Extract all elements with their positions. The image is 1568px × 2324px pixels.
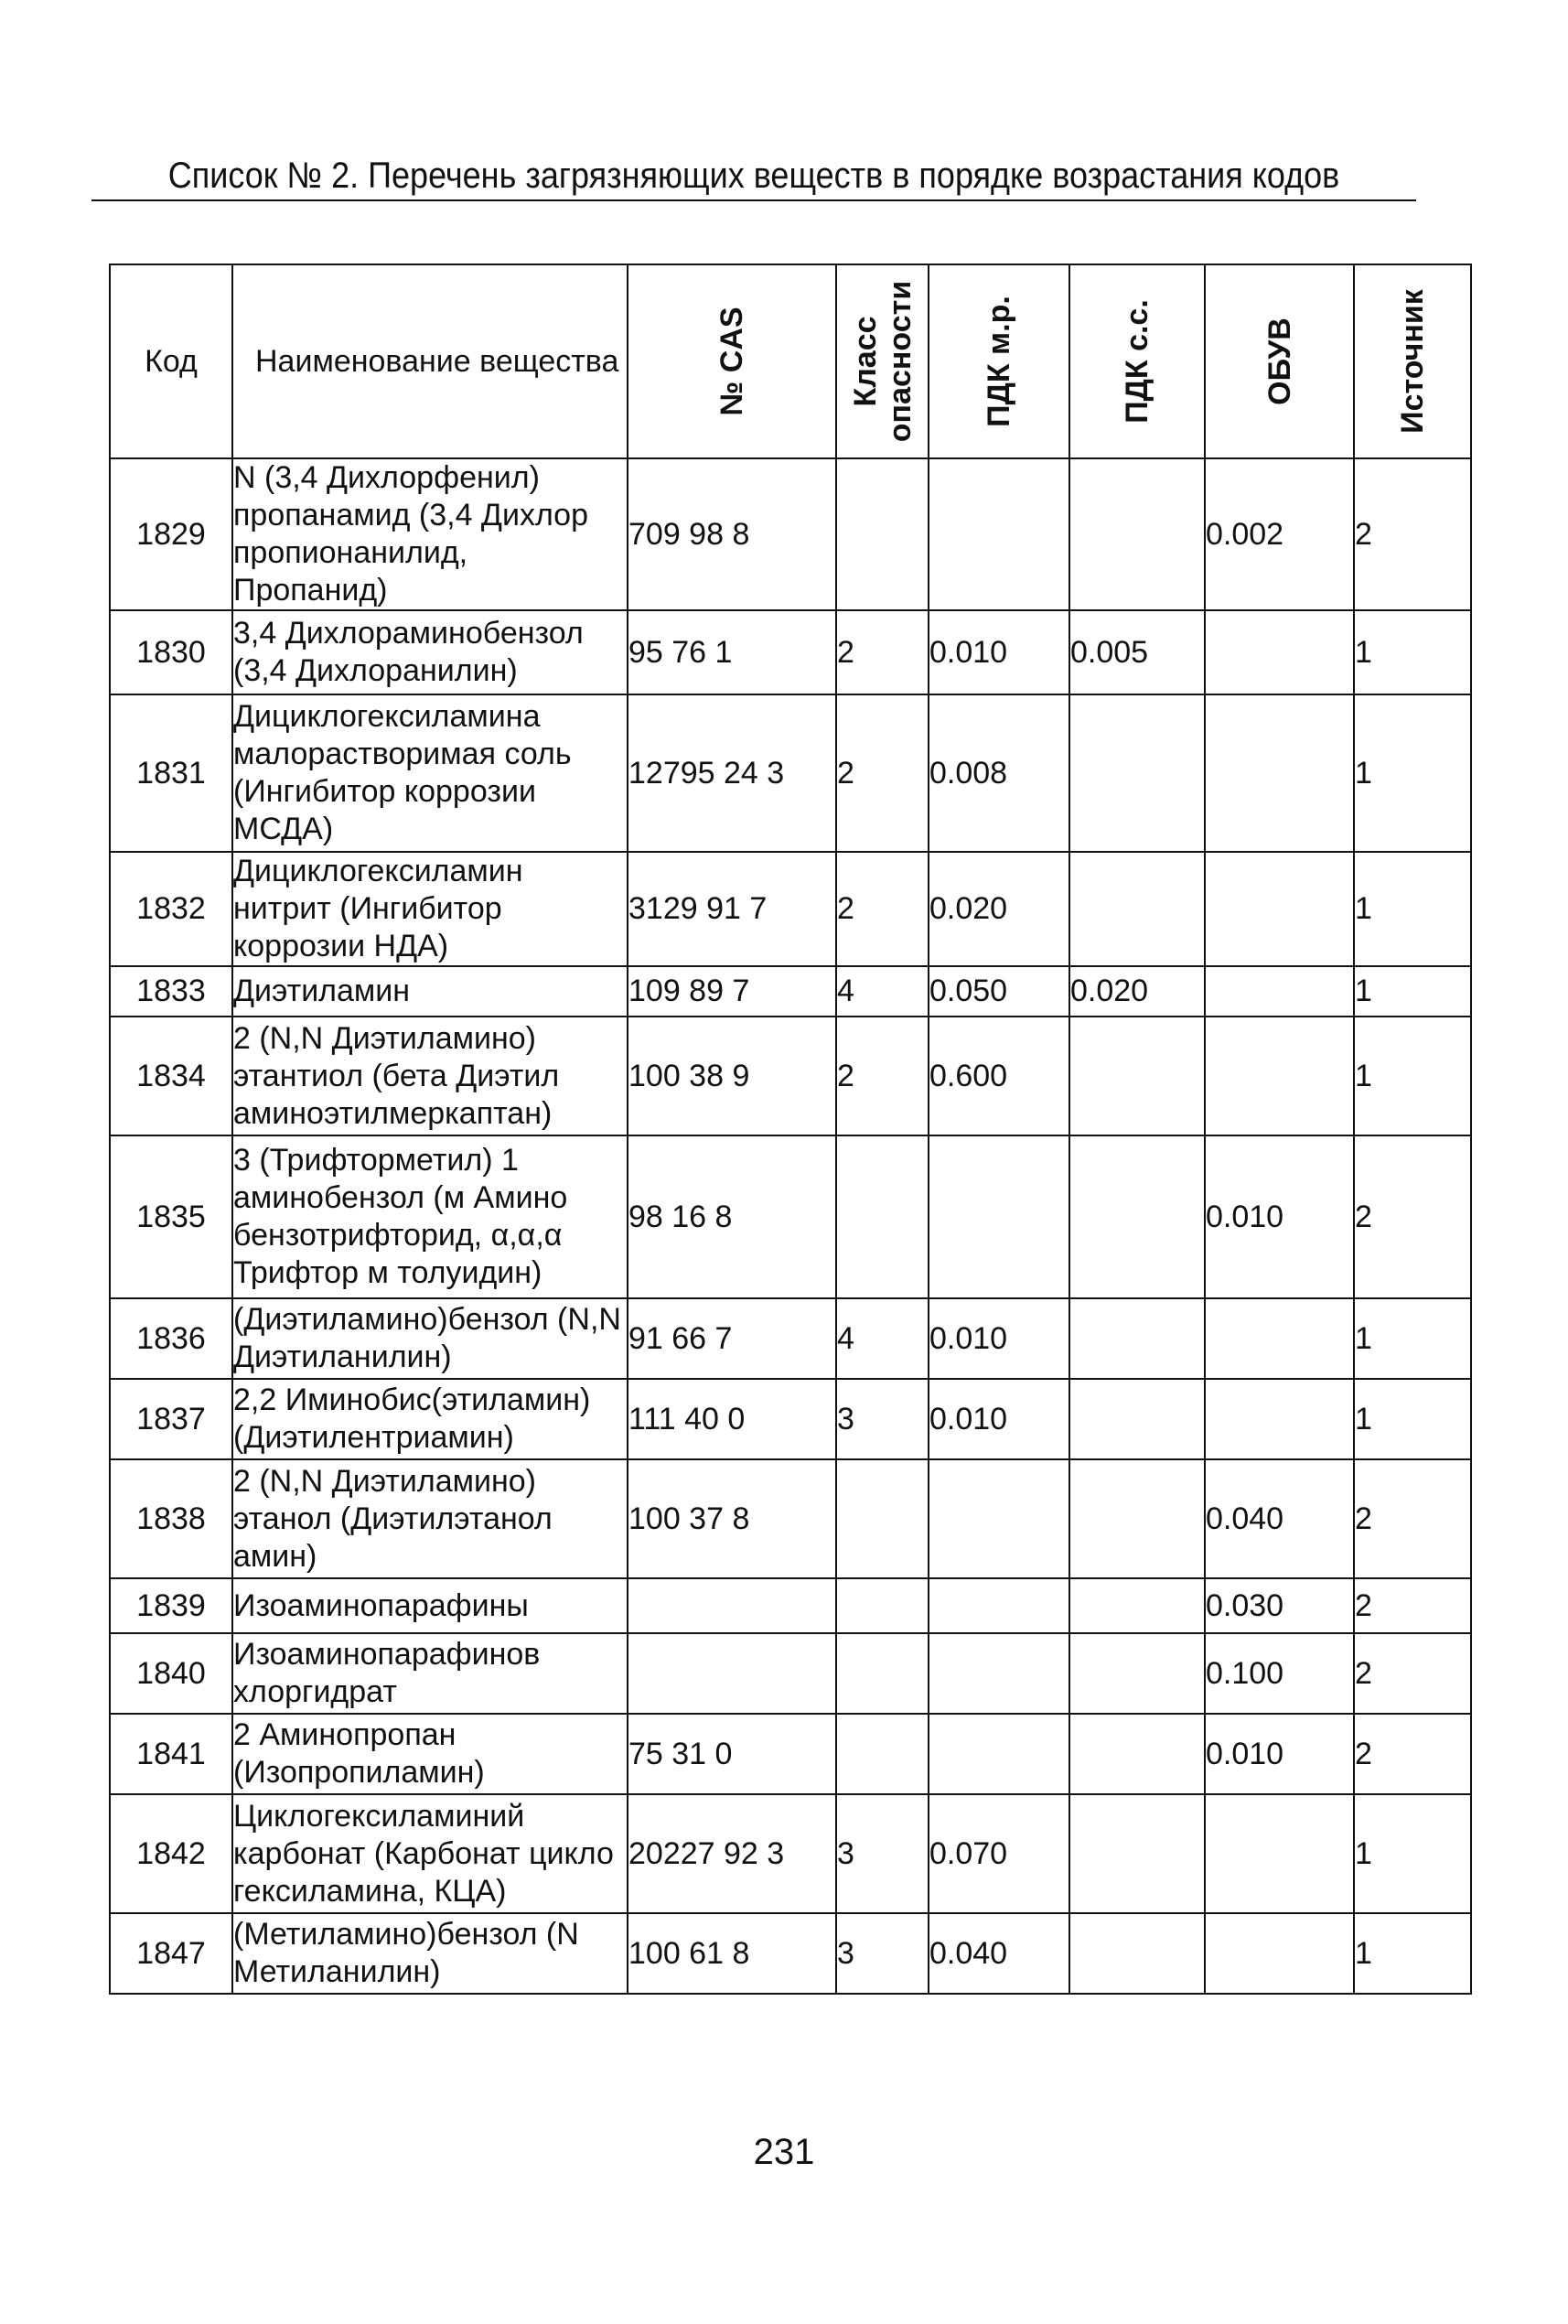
page-number: 231 bbox=[753, 2132, 815, 2172]
column-header-source bbox=[1354, 264, 1471, 458]
cell-hazard bbox=[836, 458, 929, 610]
cell-code: 1839 bbox=[110, 1578, 232, 1633]
cell-obuv bbox=[1205, 1794, 1354, 1913]
column-header-pdk-mr bbox=[929, 264, 1069, 458]
cell-pdk-mr bbox=[929, 1135, 1069, 1298]
cell-name: (Метиламино)бензол (N Метиланилин) bbox=[232, 1913, 628, 1994]
cell-code: 1841 bbox=[110, 1714, 232, 1794]
cell-pdk-mr bbox=[929, 458, 1069, 610]
cell-pdk-ss bbox=[1069, 1135, 1205, 1298]
cell-cas: 109 89 7 bbox=[628, 966, 836, 1017]
cell-pdk-mr: 0.010 bbox=[929, 610, 1069, 694]
cell-source: 1 bbox=[1354, 1298, 1471, 1379]
table-row bbox=[110, 852, 1471, 966]
table-row bbox=[110, 1633, 1471, 1714]
table-row bbox=[110, 1298, 1471, 1379]
table-header-row bbox=[110, 264, 1471, 458]
cell-obuv: 0.010 bbox=[1205, 1135, 1354, 1298]
cell-name: 3 (Трифторметил) 1 аминобензол (м Амино бензотрифторид, α,α,α Трифтор м толуидин) bbox=[232, 1135, 628, 1298]
table-row bbox=[110, 1913, 1471, 1994]
cell-cas: 111 40 0 bbox=[628, 1379, 836, 1459]
cell-pdk-ss: 0.005 bbox=[1069, 610, 1205, 694]
column-header-cas bbox=[628, 264, 836, 458]
column-header-source-label: Источник bbox=[1395, 289, 1430, 434]
cell-source: 2 bbox=[1354, 1135, 1471, 1298]
cell-pdk-ss bbox=[1069, 1298, 1205, 1379]
cell-cas: 100 38 9 bbox=[628, 1017, 836, 1135]
cell-pdk-ss bbox=[1069, 1578, 1205, 1633]
cell-code: 1836 bbox=[110, 1298, 232, 1379]
cell-code: 1834 bbox=[110, 1017, 232, 1135]
column-header-obuv-label: ОБУВ bbox=[1262, 317, 1297, 405]
cell-source: 1 bbox=[1354, 1379, 1471, 1459]
cell-source: 2 bbox=[1354, 1459, 1471, 1578]
cell-pdk-ss bbox=[1069, 1714, 1205, 1794]
cell-source: 1 bbox=[1354, 966, 1471, 1017]
cell-name: 3,4 Дихлораминобензол (3,4 Дихлоранилин) bbox=[232, 610, 628, 694]
table-row bbox=[110, 610, 1471, 694]
cell-hazard: 3 bbox=[836, 1794, 929, 1913]
cell-code: 1838 bbox=[110, 1459, 232, 1578]
cell-cas: 91 66 7 bbox=[628, 1298, 836, 1379]
cell-cas bbox=[628, 1578, 836, 1633]
table-row bbox=[110, 1794, 1471, 1913]
cell-hazard bbox=[836, 1459, 929, 1578]
cell-source: 2 bbox=[1354, 458, 1471, 610]
cell-hazard: 3 bbox=[836, 1379, 929, 1459]
cell-name: (Диэтиламино)бензол (N,N Диэтиланилин) bbox=[232, 1298, 628, 1379]
cell-source: 1 bbox=[1354, 610, 1471, 694]
table-row bbox=[110, 1135, 1471, 1298]
cell-obuv bbox=[1205, 1913, 1354, 1994]
cell-source: 1 bbox=[1354, 694, 1471, 852]
table-row bbox=[110, 694, 1471, 852]
cell-pdk-ss bbox=[1069, 1913, 1205, 1994]
cell-hazard bbox=[836, 1135, 929, 1298]
cell-hazard: 4 bbox=[836, 966, 929, 1017]
substances-table bbox=[109, 264, 1472, 1995]
cell-pdk-ss bbox=[1069, 852, 1205, 966]
cell-obuv bbox=[1205, 1379, 1354, 1459]
table-row bbox=[110, 1714, 1471, 1794]
cell-hazard: 2 bbox=[836, 1017, 929, 1135]
cell-code: 1835 bbox=[110, 1135, 232, 1298]
cell-cas: 100 61 8 bbox=[628, 1913, 836, 1994]
column-header-cas-label: № CAS bbox=[714, 307, 749, 416]
cell-code: 1830 bbox=[110, 610, 232, 694]
cell-hazard: 2 bbox=[836, 610, 929, 694]
page-title: Список № 2. Перечень загрязняющих веществ в порядке возрастания кодов bbox=[167, 156, 1340, 196]
cell-source: 1 bbox=[1354, 852, 1471, 966]
cell-pdk-mr: 0.050 bbox=[929, 966, 1069, 1017]
cell-cas: 95 76 1 bbox=[628, 610, 836, 694]
table-row bbox=[110, 1578, 1471, 1633]
cell-code: 1831 bbox=[110, 694, 232, 852]
cell-code: 1847 bbox=[110, 1913, 232, 1994]
cell-obuv bbox=[1205, 610, 1354, 694]
cell-source: 1 bbox=[1354, 1794, 1471, 1913]
cell-pdk-mr: 0.010 bbox=[929, 1379, 1069, 1459]
cell-code: 1829 bbox=[110, 458, 232, 610]
column-header-hazard bbox=[836, 264, 929, 458]
cell-obuv bbox=[1205, 1298, 1354, 1379]
cell-pdk-ss bbox=[1069, 1794, 1205, 1913]
cell-cas: 98 16 8 bbox=[628, 1135, 836, 1298]
cell-pdk-ss bbox=[1069, 1633, 1205, 1714]
cell-pdk-mr bbox=[929, 1714, 1069, 1794]
column-header-pdk-ss-label: ПДК с.с. bbox=[1120, 299, 1155, 424]
cell-cas: 100 37 8 bbox=[628, 1459, 836, 1578]
cell-name: Дициклогексиламин нитрит (Ингибитор коррозии НДА) bbox=[232, 852, 628, 966]
cell-pdk-mr: 0.070 bbox=[929, 1794, 1069, 1913]
cell-name: Циклогексиламиний карбонат (Карбонат цикло гексиламина, КЦА) bbox=[232, 1794, 628, 1913]
cell-source: 2 bbox=[1354, 1633, 1471, 1714]
cell-name: 2 Аминопропан (Изопропиламин) bbox=[232, 1714, 628, 1794]
cell-source: 1 bbox=[1354, 1913, 1471, 1994]
cell-obuv bbox=[1205, 1017, 1354, 1135]
cell-pdk-ss bbox=[1069, 1459, 1205, 1578]
cell-pdk-ss: 0.020 bbox=[1069, 966, 1205, 1017]
cell-name: Изоаминопарафины bbox=[232, 1578, 628, 1633]
column-header-hazard-line2: опасности bbox=[882, 280, 918, 443]
column-header-code: Код bbox=[110, 264, 232, 458]
cell-name: 2 (N,N Диэтиламино) этантиол (бета Диэтил аминоэтилмеркаптан) bbox=[232, 1017, 628, 1135]
column-header-name: Наименование вещества bbox=[232, 264, 628, 458]
cell-code: 1840 bbox=[110, 1633, 232, 1714]
cell-hazard: 2 bbox=[836, 852, 929, 966]
cell-obuv bbox=[1205, 852, 1354, 966]
cell-pdk-mr: 0.600 bbox=[929, 1017, 1069, 1135]
cell-cas: 12795 24 3 bbox=[628, 694, 836, 852]
cell-cas: 709 98 8 bbox=[628, 458, 836, 610]
cell-code: 1832 bbox=[110, 852, 232, 966]
cell-pdk-ss bbox=[1069, 1017, 1205, 1135]
cell-pdk-mr bbox=[929, 1633, 1069, 1714]
cell-source: 1 bbox=[1354, 1017, 1471, 1135]
cell-source: 2 bbox=[1354, 1578, 1471, 1633]
cell-code: 1837 bbox=[110, 1379, 232, 1459]
column-header-pdk-ss bbox=[1069, 264, 1205, 458]
cell-name: 2 (N,N Диэтиламино) этанол (Диэтилэтанол амин) bbox=[232, 1459, 628, 1578]
cell-cas bbox=[628, 1633, 836, 1714]
cell-hazard: 2 bbox=[836, 694, 929, 852]
cell-pdk-mr bbox=[929, 1459, 1069, 1578]
cell-name: Изоаминопарафинов хлоргидрат bbox=[232, 1633, 628, 1714]
table-row bbox=[110, 1459, 1471, 1578]
table-row bbox=[110, 1379, 1471, 1459]
cell-obuv bbox=[1205, 694, 1354, 852]
column-header-hazard-label bbox=[848, 281, 918, 442]
cell-hazard bbox=[836, 1714, 929, 1794]
cell-obuv bbox=[1205, 966, 1354, 1017]
cell-hazard bbox=[836, 1578, 929, 1633]
cell-source: 2 bbox=[1354, 1714, 1471, 1794]
table-row bbox=[110, 1017, 1471, 1135]
cell-obuv: 0.040 bbox=[1205, 1459, 1354, 1578]
cell-name: N (3,4 Дихлорфенил) пропанамид (3,4 Дихлор пропионанилид, Пропанид) bbox=[232, 458, 628, 610]
title-divider bbox=[91, 199, 1416, 201]
cell-name: Диэтиламин bbox=[232, 966, 628, 1017]
cell-obuv: 0.100 bbox=[1205, 1633, 1354, 1714]
cell-obuv: 0.002 bbox=[1205, 458, 1354, 610]
cell-pdk-ss bbox=[1069, 458, 1205, 610]
cell-hazard bbox=[836, 1633, 929, 1714]
cell-cas: 75 31 0 bbox=[628, 1714, 836, 1794]
cell-name: 2,2 Иминобис(этиламин) (Диэтилентриамин) bbox=[232, 1379, 628, 1459]
cell-pdk-mr: 0.010 bbox=[929, 1298, 1069, 1379]
column-header-pdk-mr-label: ПДК м.р. bbox=[982, 296, 1016, 427]
column-header-hazard-line1: Класс bbox=[847, 316, 883, 407]
table-row bbox=[110, 966, 1471, 1017]
cell-pdk-mr: 0.020 bbox=[929, 852, 1069, 966]
cell-pdk-mr bbox=[929, 1578, 1069, 1633]
table-row bbox=[110, 458, 1471, 610]
cell-hazard: 3 bbox=[836, 1913, 929, 1994]
cell-code: 1842 bbox=[110, 1794, 232, 1913]
cell-name: Дициклогексиламина малорастворимая соль (Ингибитор коррозии МСДА) bbox=[232, 694, 628, 852]
cell-cas: 3129 91 7 bbox=[628, 852, 836, 966]
cell-hazard: 4 bbox=[836, 1298, 929, 1379]
cell-pdk-ss bbox=[1069, 1379, 1205, 1459]
cell-pdk-mr: 0.008 bbox=[929, 694, 1069, 852]
cell-obuv: 0.010 bbox=[1205, 1714, 1354, 1794]
cell-pdk-ss bbox=[1069, 694, 1205, 852]
cell-pdk-mr: 0.040 bbox=[929, 1913, 1069, 1994]
cell-code: 1833 bbox=[110, 966, 232, 1017]
column-header-obuv bbox=[1205, 264, 1354, 458]
cell-obuv: 0.030 bbox=[1205, 1578, 1354, 1633]
cell-cas: 20227 92 3 bbox=[628, 1794, 836, 1913]
